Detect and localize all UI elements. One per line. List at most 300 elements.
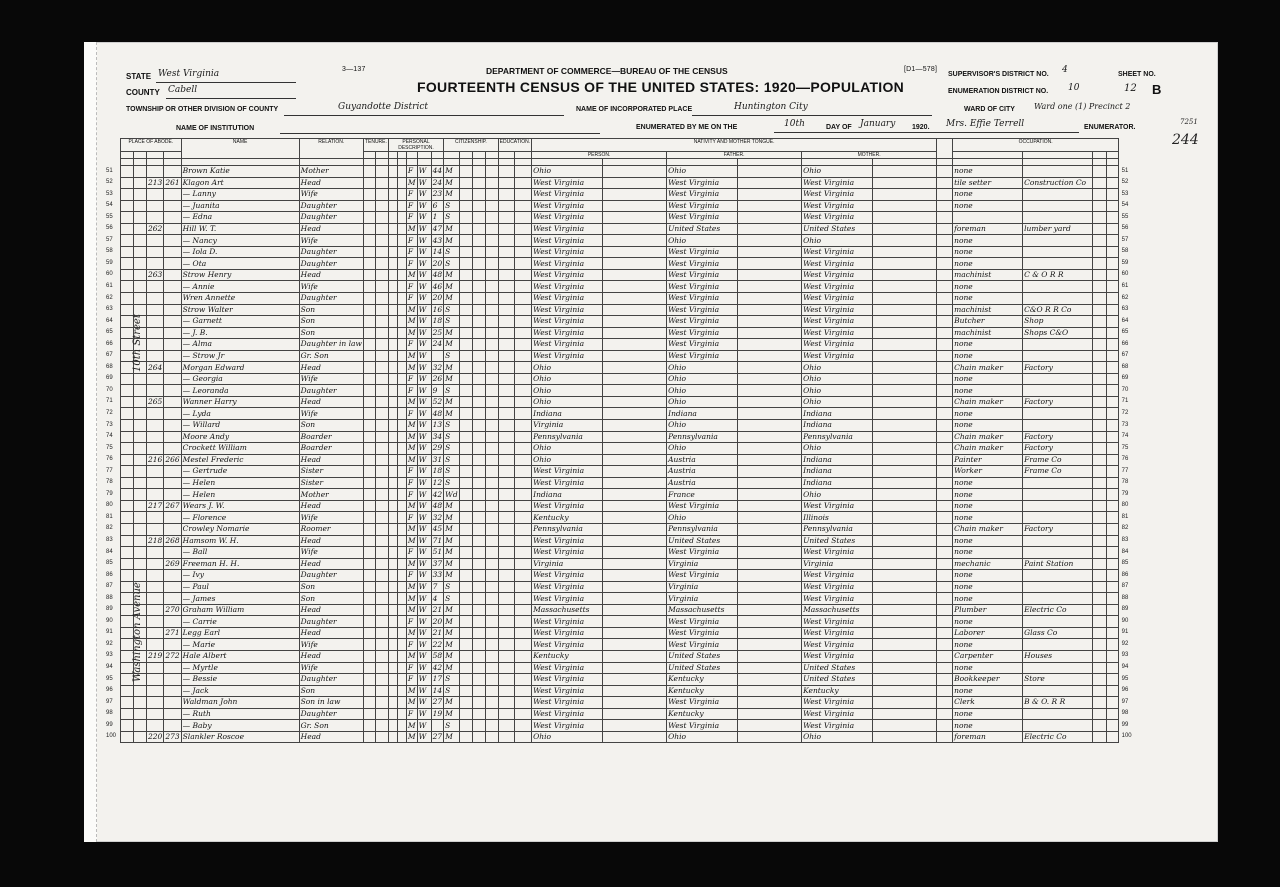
cell-name: Wears J. W. [181, 500, 299, 512]
header-person: PERSON. [532, 152, 667, 159]
cell-race: W [417, 477, 431, 489]
cell-race: W [417, 281, 431, 293]
cell-age: 24 [432, 177, 443, 187]
cell-sex: F [406, 246, 417, 258]
row-number: 85 [1121, 560, 1129, 567]
cell-fpob: West Virginia [667, 350, 738, 362]
cell-rel: Son [299, 581, 363, 593]
cell-ind: Factory [1023, 362, 1093, 374]
cell-ind: Factory [1023, 396, 1093, 408]
cell-fpob: West Virginia [667, 639, 738, 651]
row-number: 78 [1121, 479, 1129, 486]
cell-name: Hamsom W. H. [181, 535, 299, 547]
cell-race: W [417, 269, 431, 281]
cell-ms: M [444, 269, 460, 281]
cell-pob: Pennsylvania [532, 431, 603, 443]
cell-pob: West Virginia [532, 350, 603, 362]
cell-sex: F [406, 570, 417, 582]
cell-dw [147, 697, 164, 709]
cell-age: 45 [432, 524, 443, 534]
cell-pob: Ohio [532, 385, 603, 397]
header-education: EDUCATION. [498, 139, 531, 152]
row-number: 96 [1121, 687, 1129, 694]
cell-fpob: United States [667, 650, 738, 662]
cell-ms: S [444, 316, 460, 328]
table-row [121, 454, 1119, 466]
cell-fam: 269 [165, 558, 180, 568]
cell-ms: M [444, 523, 460, 535]
cell-rel: Wife [299, 547, 363, 559]
row-number: 75 [106, 444, 113, 451]
cell-fpob: Massachusetts [667, 604, 738, 616]
cell-fpob: West Virginia [667, 616, 738, 628]
row-number: 88 [106, 594, 113, 601]
cell-ind [1023, 616, 1093, 628]
table-row [121, 500, 1119, 512]
enumerator-name: Mrs. Effie Terrell [946, 119, 1025, 129]
row-number: 66 [1121, 340, 1129, 347]
cell-age: 20 [432, 616, 443, 626]
cell-sex: F [406, 547, 417, 559]
cell-fam [164, 269, 181, 281]
cell-fam [164, 304, 181, 316]
cell-fpob: Ohio [667, 373, 738, 385]
cell-occ: none [953, 500, 1023, 512]
cell-age: 22 [432, 639, 443, 649]
cell-sex: F [406, 477, 417, 489]
cell-dw [147, 327, 164, 339]
row-number: 87 [106, 583, 113, 590]
cell-rel: Daughter [299, 616, 363, 628]
cell-ind [1023, 212, 1093, 224]
cell-race: W [417, 189, 431, 201]
row-number: 94 [1121, 664, 1129, 671]
cell-dw: 264 [148, 362, 163, 372]
cell-occ: machinist [953, 269, 1023, 281]
cell-race: W [417, 385, 431, 397]
cell-sex: F [406, 212, 417, 224]
cell-occ: none [953, 385, 1023, 397]
cell-name: Legg Earl [181, 627, 299, 639]
cell-name: — Ota [181, 258, 299, 270]
cell-fam [164, 523, 181, 535]
row-number: 76 [106, 456, 113, 463]
row-number: 59 [1121, 259, 1129, 266]
row-number: 57 [1121, 236, 1129, 243]
cell-age: 14 [432, 247, 443, 257]
cell-dw: 265 [148, 397, 163, 407]
cell-mpob: Ohio [802, 396, 873, 408]
cell-ind [1023, 200, 1093, 212]
cell-fpob: West Virginia [667, 304, 738, 316]
cell-ind [1023, 708, 1093, 720]
cell-sex: M [407, 443, 416, 453]
row-number: 92 [1121, 640, 1129, 647]
cell-fpob: Kentucky [667, 674, 738, 686]
cell-age: 48 [432, 270, 443, 280]
row-number: 98 [106, 710, 113, 717]
cell-age: 47 [432, 224, 443, 233]
cell-ind [1023, 339, 1093, 351]
table-row [121, 431, 1119, 443]
cell-ms: S [444, 431, 460, 443]
cell-age: 17 [432, 674, 443, 684]
cell-occ: none [953, 593, 1023, 605]
row-number: 77 [106, 467, 113, 474]
cell-fam: 273 [165, 732, 180, 742]
cell-name: — Alma [181, 339, 299, 351]
cell-fam [164, 258, 181, 270]
cell-mpob: West Virginia [802, 177, 873, 189]
row-number: 71 [1121, 398, 1129, 405]
supervisor-label: SUPERVISOR'S DISTRICT NO. [948, 71, 1049, 78]
cell-fam [164, 697, 181, 709]
row-number: 98 [1121, 710, 1129, 717]
cell-occ: Chain maker [953, 431, 1023, 443]
cell-age: 18 [432, 466, 443, 476]
row-number: 61 [106, 282, 113, 289]
table-row [121, 639, 1119, 651]
cell-dw [147, 489, 164, 501]
cell-mpob: Ohio [802, 362, 873, 374]
cell-fam: 270 [165, 605, 180, 615]
cell-fpob: West Virginia [667, 339, 738, 351]
cell-pob: West Virginia [532, 316, 603, 328]
cell-dw: 218 [148, 535, 163, 545]
row-number: 53 [1121, 190, 1129, 197]
cell-ms: S [444, 454, 460, 466]
table-row [121, 570, 1119, 582]
cell-age: 20 [432, 258, 443, 268]
cell-ind: Factory [1023, 523, 1093, 535]
cell-occ: none [953, 616, 1023, 628]
place-value: Huntington City [734, 102, 808, 112]
cell-pob: West Virginia [532, 581, 603, 593]
cell-rel: Wife [299, 639, 363, 651]
cell-sex: F [406, 293, 417, 305]
header-nativity: NATIVITY AND MOTHER TONGUE. [532, 139, 937, 152]
cell-ms: M [444, 708, 460, 720]
row-number: 72 [106, 409, 113, 416]
cell-name: Strow Walter [181, 304, 299, 316]
cell-mpob: Pennsylvania [802, 431, 873, 443]
cell-dw [147, 708, 164, 720]
cell-age: 42 [432, 489, 443, 499]
cell-occ: none [953, 408, 1023, 420]
cell-rel: Mother [299, 166, 363, 178]
cell-age: 52 [432, 397, 443, 407]
cell-occ: Painter [953, 454, 1023, 466]
cell-race: W [417, 350, 431, 362]
row-number: 63 [106, 306, 113, 313]
cell-dw [147, 547, 164, 559]
cell-pob: West Virginia [532, 639, 603, 651]
cell-dw [147, 189, 164, 201]
row-number: 51 [1121, 167, 1129, 174]
cell-dw [147, 200, 164, 212]
cell-name: Klagon Art [181, 177, 299, 189]
cell-rel: Head [299, 731, 363, 743]
row-number: 90 [1121, 617, 1129, 624]
cell-dw [147, 408, 164, 420]
cell-pob: West Virginia [532, 627, 603, 639]
cell-fpob: West Virginia [667, 246, 738, 258]
cell-name: — Myrtle [181, 662, 299, 674]
row-number: 58 [106, 248, 113, 255]
row-number: 74 [106, 433, 113, 440]
cell-age: 16 [432, 304, 443, 314]
cell-sex: M [407, 224, 416, 233]
cell-race: W [417, 454, 431, 466]
state-value: West Virginia [158, 69, 220, 79]
cell-race: W [417, 650, 431, 662]
cell-sex: M [407, 697, 416, 707]
table-row [121, 350, 1119, 362]
cell-pob: West Virginia [532, 477, 603, 489]
cell-race: W [417, 731, 431, 743]
day-of-label: DAY OF [826, 124, 852, 131]
cell-mpob: West Virginia [802, 570, 873, 582]
cell-fam: 271 [165, 628, 180, 638]
cell-name: Moore Andy [181, 431, 299, 443]
cell-dw [147, 674, 164, 686]
cell-name: — Jack [181, 685, 299, 697]
cell-rel: Son [299, 304, 363, 316]
cell-fpob: West Virginia [667, 627, 738, 639]
cell-ind [1023, 512, 1093, 524]
page-title: FOURTEENTH CENSUS OF THE UNITED STATES: 1920—POPULATION [417, 79, 905, 95]
row-number: 69 [1121, 375, 1129, 382]
department-heading: DEPARTMENT OF COMMERCE—BUREAU OF THE CENSUS [486, 66, 728, 76]
cell-dw [147, 258, 164, 270]
table-row [121, 408, 1119, 420]
cell-sex: F [406, 708, 417, 720]
cell-mpob: West Virginia [802, 593, 873, 605]
cell-dw: 217 [148, 501, 163, 511]
cell-ms: M [444, 627, 460, 639]
cell-ind [1023, 570, 1093, 582]
institution-label: NAME OF INSTITUTION [176, 125, 255, 132]
cell-age: 6 [431, 200, 444, 212]
cell-age: 13 [432, 420, 443, 430]
cell-fpob: Virginia [667, 558, 738, 570]
cell-sex: M [407, 535, 416, 545]
cell-fpob: Ohio [667, 362, 738, 374]
row-number: 94 [106, 664, 113, 671]
cell-ind: Shop [1023, 316, 1093, 328]
cell-ms: S [444, 581, 460, 593]
table-row [121, 558, 1119, 570]
cell-name: — Gertrude [181, 466, 299, 478]
cell-sex: M [407, 270, 416, 280]
table-row [121, 327, 1119, 339]
cell-sex: F [406, 466, 417, 478]
cell-name: Hale Albert [181, 650, 299, 662]
cell-fam [164, 316, 181, 328]
row-number: 81 [1121, 513, 1129, 520]
cell-race: W [417, 431, 431, 443]
row-number: 64 [106, 317, 113, 324]
enumerated-day: 10th [784, 119, 805, 129]
cell-race: W [417, 489, 431, 501]
sheet-stamp-2: 7251 [1180, 118, 1198, 126]
cell-occ: mechanic [953, 558, 1023, 570]
cell-fam [164, 362, 181, 374]
cell-ms: Wd [445, 489, 458, 499]
cell-occ: none [953, 512, 1023, 524]
cell-dw: 263 [148, 270, 163, 280]
cell-mpob: Indiana [802, 466, 873, 478]
cell-pob: Ohio [532, 396, 603, 408]
cell-ind [1023, 373, 1093, 385]
row-number: 91 [1121, 629, 1129, 636]
cell-rel: Daughter [299, 385, 363, 397]
cell-fam [164, 339, 181, 351]
cell-rel: Head [299, 627, 363, 639]
cell-race: W [417, 327, 431, 339]
cell-ms: M [444, 731, 460, 743]
table-row [121, 223, 1119, 235]
cell-age: 12 [432, 478, 443, 488]
row-number: 83 [106, 537, 113, 543]
cell-sex: M [407, 177, 416, 187]
sheet-letter: B [1152, 82, 1162, 97]
cell-race: W [417, 408, 431, 420]
cell-fam [164, 512, 181, 524]
cell-mpob: West Virginia [802, 189, 873, 201]
cell-pob: West Virginia [532, 246, 603, 258]
cell-ms: S [444, 304, 460, 316]
cell-age: 51 [432, 547, 443, 557]
cell-pob: West Virginia [532, 339, 603, 351]
cell-rel: Sister [299, 477, 363, 489]
cell-occ: Bookkeeper [953, 674, 1023, 686]
table-row [121, 443, 1119, 455]
table-row [121, 466, 1119, 478]
cell-sex: F [406, 258, 417, 270]
table-row [121, 235, 1119, 247]
cell-name: — Helen [181, 489, 299, 501]
table-row [121, 304, 1119, 316]
cell-ind: B & O. R R [1023, 697, 1093, 709]
row-number: 73 [106, 421, 113, 428]
cell-rel: Wife [299, 408, 363, 420]
cell-ind: Factory [1023, 443, 1093, 455]
cell-dw [147, 558, 164, 570]
cell-race: W [417, 166, 431, 178]
cell-fpob: Ohio [667, 731, 738, 743]
row-number: 85 [106, 560, 113, 567]
cell-ms: M [444, 362, 460, 374]
row-number: 97 [1121, 698, 1129, 705]
cell-pob: West Virginia [532, 200, 603, 212]
header-mother: MOTHER. [802, 152, 937, 159]
table-row [121, 697, 1119, 709]
cell-ind: Store [1023, 674, 1093, 686]
cell-pob: Kentucky [532, 650, 603, 662]
cell-ind: Shops C&O [1023, 327, 1093, 339]
cell-mpob: West Virginia [802, 650, 873, 662]
cell-fam [164, 246, 181, 258]
cell-ind: C & O R R [1023, 269, 1093, 281]
cell-age: 48 [432, 408, 443, 418]
cell-name: — Ball [181, 547, 299, 559]
cell-ind: C&O R R Co [1023, 304, 1093, 316]
year: 1920. [912, 124, 930, 131]
cell-sex: F [406, 512, 417, 524]
cell-ind [1023, 246, 1093, 258]
cell-ind: Construction Co [1023, 177, 1093, 189]
cell-occ: none [953, 581, 1023, 593]
row-number: 81 [106, 513, 113, 520]
cell-dw: 220 [148, 732, 163, 742]
table-row [121, 189, 1119, 201]
cell-mpob: West Virginia [802, 293, 873, 305]
row-number: 89 [106, 606, 113, 613]
row-number: 70 [106, 386, 113, 393]
table-row [121, 720, 1119, 732]
cell-sex: M [407, 732, 416, 742]
cell-fam: 268 [165, 535, 180, 545]
cell-fpob: Ohio [667, 443, 738, 455]
cell-age: 31 [432, 454, 443, 464]
cell-sex: M [407, 628, 416, 638]
cell-age: 37 [432, 558, 443, 568]
cell-age: 34 [432, 431, 443, 441]
cell-occ: none [953, 281, 1023, 293]
cell-dw [147, 212, 164, 224]
cell-dw [147, 523, 164, 535]
cell-name: Wren Annette [181, 293, 299, 305]
cell-dw [147, 639, 164, 651]
cell-name: Morgan Edward [181, 362, 299, 374]
cell-name: — Strow Jr [181, 350, 299, 362]
cell-age: 21 [432, 605, 443, 615]
cell-sex: M [407, 605, 416, 615]
state-label: STATE [126, 72, 152, 81]
cell-ms: S [444, 720, 460, 732]
row-number: 61 [1121, 282, 1129, 289]
cell-rel: Roomer [299, 523, 363, 535]
cell-rel: Head [299, 650, 363, 662]
cell-sex: M [407, 397, 416, 407]
cell-fam [164, 443, 181, 455]
cell-race: W [417, 293, 431, 305]
cell-pob: Kentucky [532, 512, 603, 524]
cell-occ: none [953, 489, 1023, 501]
cell-pob: West Virginia [532, 547, 603, 559]
cell-occ: none [953, 293, 1023, 305]
cell-pob: Virginia [532, 558, 603, 570]
cell-ms: M [444, 396, 460, 408]
table-row [121, 420, 1119, 432]
cell-name: — Ivy [181, 570, 299, 582]
enumerated-month: January [860, 119, 896, 129]
cell-sex: M [407, 524, 416, 534]
cell-pob: Ohio [532, 166, 603, 178]
cell-race: W [417, 200, 431, 212]
row-number: 65 [1121, 329, 1129, 336]
cell-ms: M [444, 639, 460, 651]
cell-occ: machinist [953, 304, 1023, 316]
cell-ms: M [444, 408, 460, 420]
cell-rel: Daughter [299, 674, 363, 686]
township-value: Guyandotte District [338, 102, 428, 112]
cell-race: W [417, 246, 431, 258]
cell-ms: S [444, 385, 460, 397]
cell-ms: M [444, 339, 460, 351]
row-number: 63 [1121, 306, 1129, 313]
